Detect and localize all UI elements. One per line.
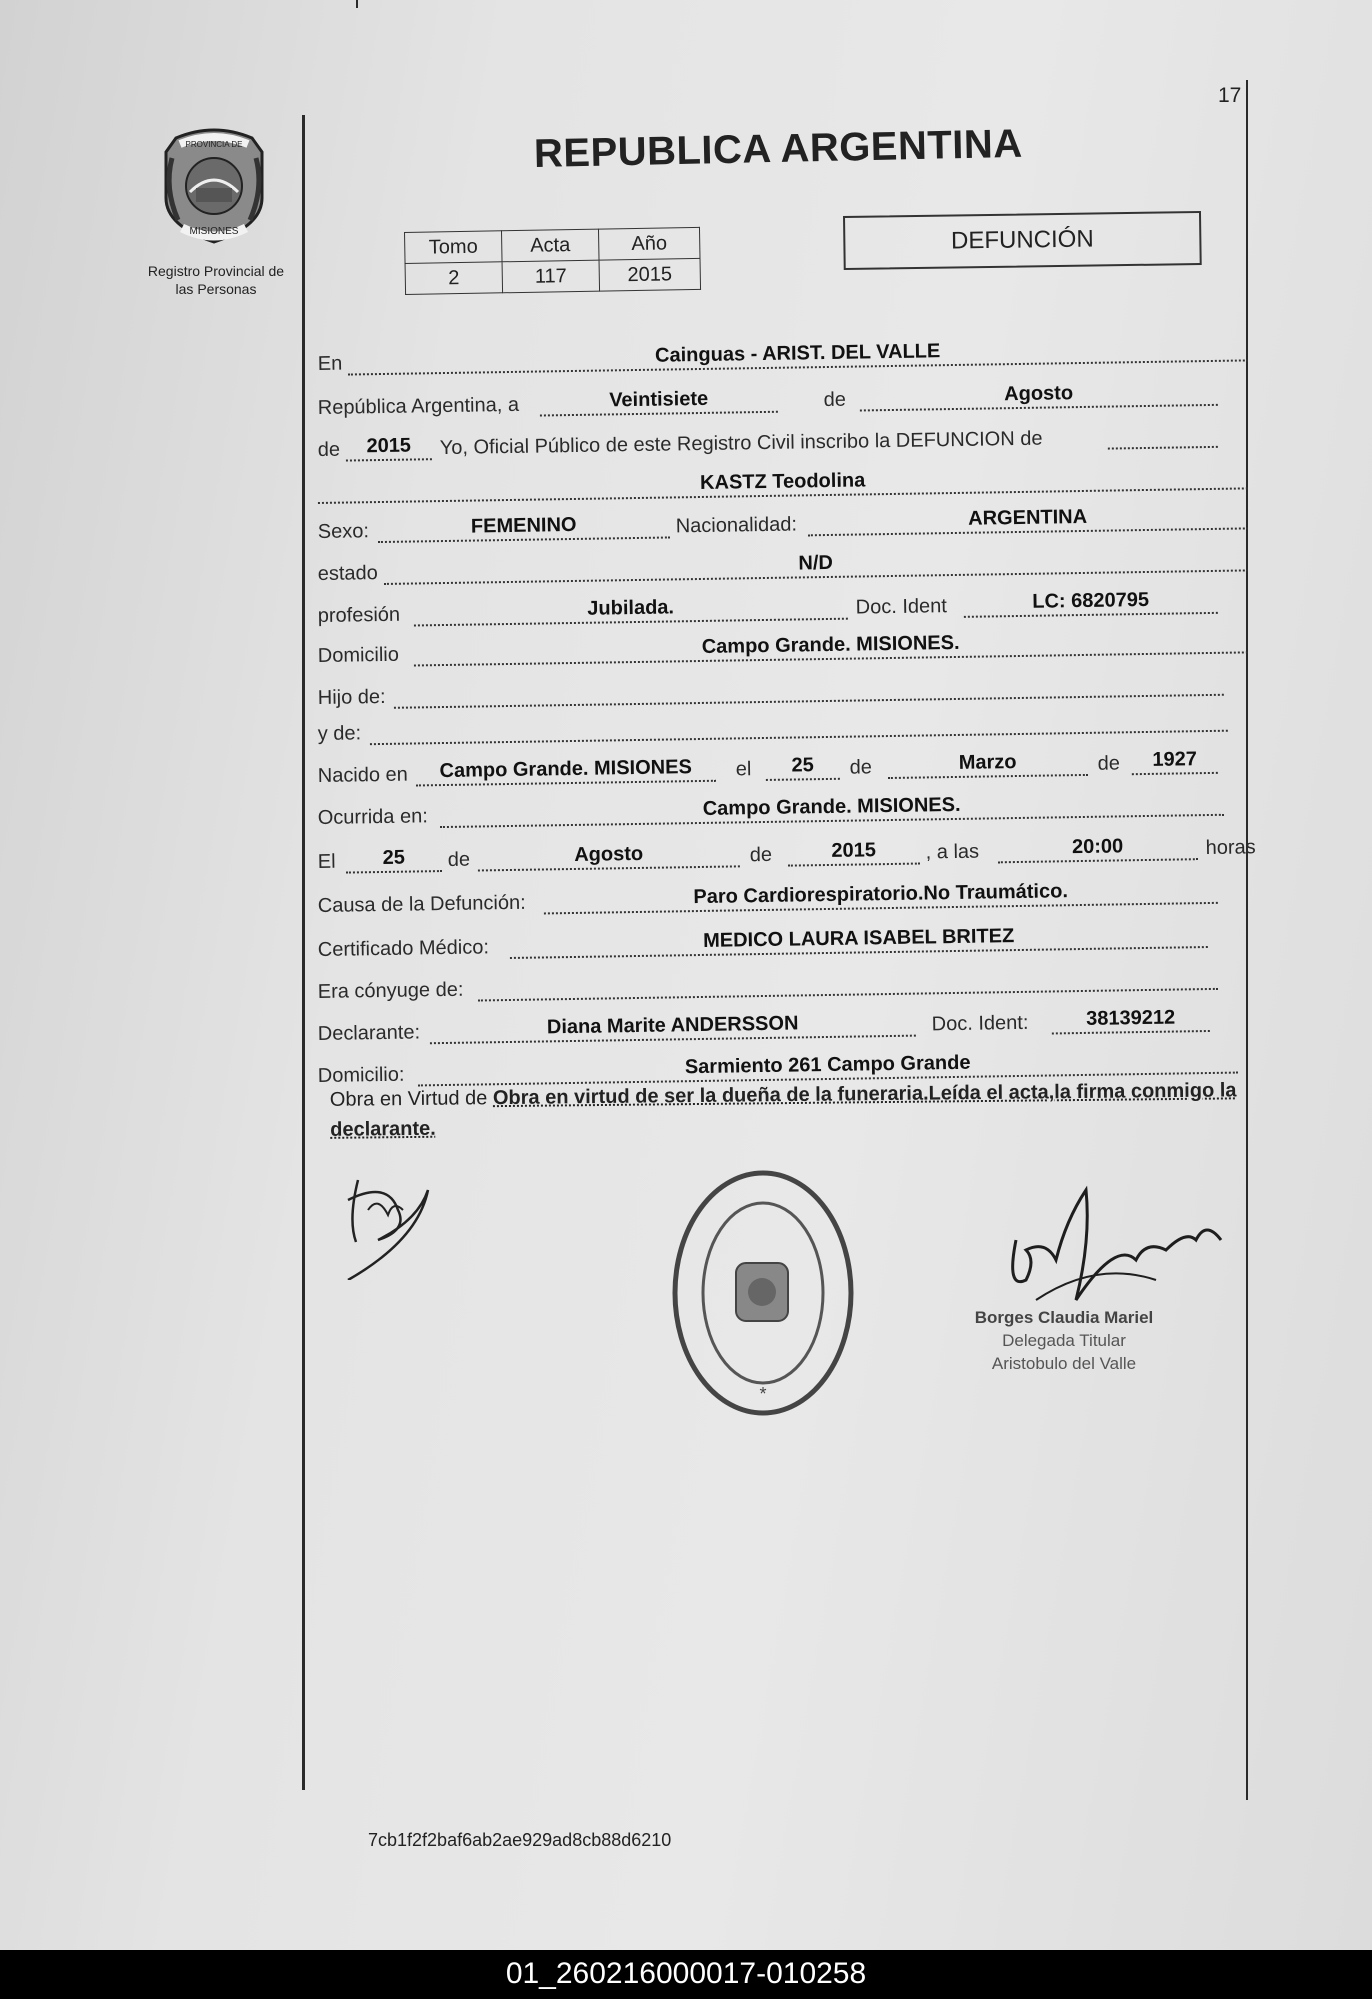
field-lugar: Cainguas - ARIST. DEL VALLE (348, 333, 1248, 375)
label-causa: Causa de la Defunción: (317, 891, 526, 918)
label-horas: horas (1205, 836, 1256, 860)
label-inscribo: Yo, Oficial Público de este Registro Civil inscribo la DEFUNCION de (439, 427, 1043, 460)
acta-value: 117 (502, 260, 600, 293)
field-declarante-doc: 38139212 (1051, 1004, 1209, 1034)
field-doc-ident: LC: 6820795 (963, 586, 1217, 618)
label-obra: Obra en Virtud de (329, 1087, 488, 1111)
label-a-las: , a las (925, 840, 980, 864)
field-causa: Paro Cardiorespiratorio.No Traumático. (544, 876, 1218, 915)
obra-en-virtud (330, 1075, 1257, 1145)
field-dia: Veintisiete (540, 385, 778, 417)
field-def-anio: 2015 (787, 837, 919, 867)
svg-text:MISIONES: MISIONES (189, 226, 239, 237)
svg-text:PROVINCIA DE: PROVINCIA DE (185, 140, 243, 149)
provincial-crest-icon (158, 128, 270, 248)
anio-header: Año (598, 227, 700, 260)
label-sexo: Sexo: (317, 520, 370, 544)
label-y-de: y de: (317, 722, 362, 746)
declarant-signature (338, 1160, 438, 1280)
official-seal (668, 1168, 858, 1418)
label-estado: estado (317, 562, 379, 586)
field-declarante: Diana Marite ANDERSSON (430, 1009, 916, 1045)
label-de-5: de (447, 848, 471, 871)
label-conyuge: Era cónyuge de: (317, 978, 464, 1004)
field-nombre: KASTZ Teodolina (318, 461, 1248, 504)
label-el-cap: El (317, 850, 336, 874)
tomo-header: Tomo (405, 231, 503, 264)
field-domicilio: Campo Grande. MISIONES. (414, 625, 1248, 666)
tomo-value: 2 (405, 262, 503, 295)
record-type-box: DEFUNCIÓN (843, 211, 1202, 270)
label-profesion: profesión (317, 603, 401, 628)
field-obra: Obra en virtud de ser la dueña de la funeraria.Leída el acta,la firma conmigo la declarante. (330, 1079, 1237, 1141)
label-de-3: de (849, 756, 873, 779)
official-block (934, 1306, 1194, 1375)
field-sexo: FEMENINO (378, 510, 670, 543)
top-tick (356, 0, 358, 8)
label-el: el (735, 758, 752, 781)
page-number: 17 (1218, 84, 1242, 107)
field-declarante-domicilio: Sarmiento 261 Campo Grande (418, 1046, 1238, 1087)
label-de-1: de (823, 388, 847, 412)
official-role: Delegada Titular (1002, 1331, 1126, 1350)
registry-line-2: las Personas (175, 281, 257, 297)
field-nacido-en: Campo Grande. MISIONES (416, 754, 716, 787)
label-nacido-en: Nacido en (317, 763, 409, 788)
document-title: REPUBLICA ARGENTINA (533, 121, 1024, 176)
field-estado: N/D (384, 543, 1248, 585)
anio-value: 2015 (599, 258, 701, 291)
fill-line (1108, 440, 1218, 450)
label-de-2: de (317, 438, 341, 462)
registry-line-1: Registro Provincial de (147, 263, 285, 279)
field-ocurrida-en: Campo Grande. MISIONES. (440, 788, 1224, 828)
footer-filename: 01_260216000017-010258 (505, 1957, 867, 1990)
document-hash: 7cb1f2f2baf6ab2ae929ad8cb88d6210 (368, 1830, 672, 1850)
field-nacionalidad: ARGENTINA (807, 501, 1247, 536)
official-signature (996, 1180, 1226, 1320)
registry-name (136, 262, 296, 298)
field-def-dia: 25 (346, 844, 442, 874)
label-doc-ident: Doc. Ident (855, 595, 948, 619)
label-hijo-de: Hijo de: (317, 685, 386, 710)
acta-header: Acta (501, 229, 599, 262)
field-profesion: Jubilada. (414, 592, 848, 627)
official-name: Borges Claudia Mariel (974, 1308, 1154, 1327)
field-nac-anio: 1927 (1131, 746, 1217, 775)
label-certificado: Certificado Médico: (317, 936, 490, 962)
label-nacionalidad: Nacionalidad: (675, 513, 798, 538)
field-def-hora: 20:00 (997, 832, 1197, 863)
field-mes: Agosto (859, 378, 1217, 412)
field-certificado: MEDICO LAURA ISABEL BRITEZ (510, 920, 1208, 959)
label-de-4: de (1097, 752, 1121, 775)
label-domicilio: Domicilio (317, 643, 400, 668)
label-republica: República Argentina, a (317, 393, 520, 420)
label-declarante: Declarante: (317, 1021, 421, 1046)
field-anio: 2015 (346, 432, 432, 461)
left-margin-line (302, 115, 305, 1790)
official-place: Aristobulo del Valle (991, 1354, 1137, 1373)
label-en: En (317, 352, 343, 376)
svg-text:*: * (759, 1384, 767, 1404)
label-doc-ident-2: Doc. Ident: (931, 1011, 1029, 1036)
record-id-table (404, 227, 701, 295)
field-nac-dia: 25 (765, 752, 839, 781)
label-domicilio-2: Domicilio: (317, 1063, 405, 1088)
label-de-6: de (749, 843, 773, 867)
field-def-mes: Agosto (478, 839, 740, 871)
field-nac-mes: Marzo (887, 748, 1087, 779)
label-ocurrida-en: Ocurrida en: (317, 805, 429, 830)
